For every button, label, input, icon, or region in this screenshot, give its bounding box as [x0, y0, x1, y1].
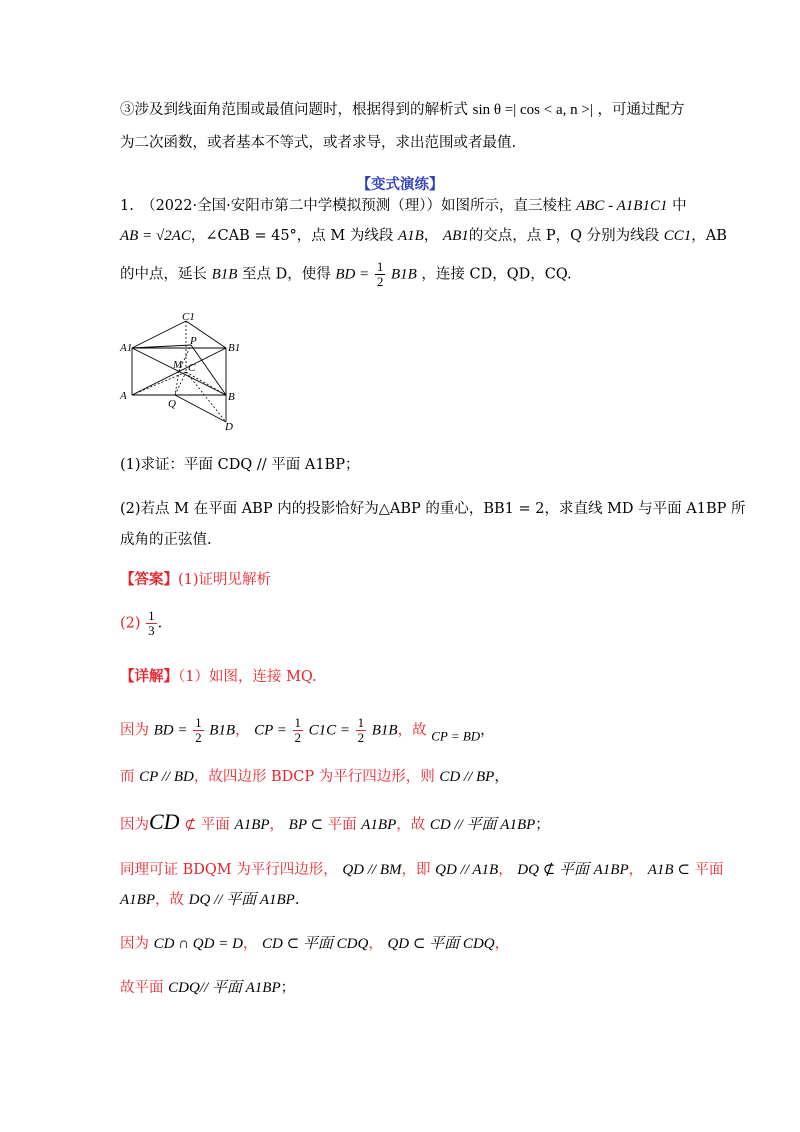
solution-text: ，故四边形 BDCP 为平行四边形，则 [193, 769, 435, 785]
answer-line-1 [120, 570, 271, 590]
fraction-den: 2 [195, 730, 202, 745]
formula: A1BP [361, 817, 397, 833]
problem-text: 的中点，延长 [120, 266, 207, 283]
segment-a1b: A1B [397, 228, 424, 244]
solution-line-7 [120, 934, 509, 954]
section-title: 【变式演练】 [356, 176, 444, 193]
solution-text: （1）如图，连接 MQ. [178, 669, 317, 685]
answer-label: 【答案】 [120, 571, 178, 588]
fraction-num: 1 [294, 715, 302, 730]
formula: QD ⊂ 平面 CDQ [387, 936, 495, 952]
problem-line-3 [120, 260, 572, 289]
prism-name: ABC - A1B1C1 [576, 198, 668, 214]
intro-text-end: ，可通过配方 [597, 102, 685, 118]
formula: B1B [209, 722, 236, 739]
formula: CD // 平面 A1BP [429, 817, 536, 833]
solution-text: ，即 [401, 862, 431, 878]
label-d: D [225, 421, 233, 433]
fraction-den: 3 [148, 623, 155, 638]
label-b: B [228, 391, 235, 403]
intro-line-2: 为二次函数，或者基本不等式，或者求导，求出范围或者最值. [120, 135, 517, 151]
segment-cc1: CC1 [663, 228, 692, 244]
solution-line-1 [120, 667, 317, 687]
fraction-num: 1 [195, 715, 202, 730]
fraction-num: 1 [357, 715, 365, 730]
solution-text: ， [368, 936, 383, 952]
solution-text: ； [280, 980, 296, 996]
formula-cd: CD [149, 809, 180, 834]
solution-text: . [294, 892, 300, 908]
fraction-num: 1 [148, 608, 155, 623]
solution-text: ， [498, 862, 513, 878]
solution-text: ，故 [396, 817, 426, 833]
label-a: A [120, 390, 127, 402]
intro-line-1 [120, 100, 684, 120]
formula: B1B [371, 722, 398, 739]
answer-2-prefix: (2) [120, 615, 141, 632]
solution-text: ， [494, 936, 510, 952]
fraction-den: 2 [357, 730, 365, 745]
problem-text: ， [423, 228, 439, 244]
formula: QD // BM [342, 862, 402, 878]
solution-line-2 [120, 716, 495, 747]
solution-text: ， [242, 936, 258, 952]
label-m: M [173, 359, 183, 371]
problem-text: 至点 D，使得 [242, 266, 331, 283]
formula: QD // A1B [435, 862, 499, 878]
intro-formula: sin θ =| cos < a, n >| [472, 102, 593, 118]
segment-b1b: B1B [211, 266, 238, 283]
question-2-line-2: 成角的正弦值. [120, 532, 212, 548]
fraction [293, 716, 304, 745]
solution-text: 而 [120, 769, 135, 785]
answer-1: (1)证明见解析 [178, 572, 272, 588]
solution-text: 因为 [120, 722, 149, 739]
label-c1: C1 [182, 311, 195, 323]
label-b1: B1 [228, 342, 241, 354]
solution-text: ⊄ 平面 [184, 817, 230, 833]
solution-text: ， [480, 722, 495, 739]
formula: CP = BD [431, 728, 481, 744]
problem-line-2 [120, 226, 727, 246]
segment-ab1: AB1 [442, 228, 469, 244]
solution-text: ，故 [155, 892, 184, 908]
solution-line-4 [120, 809, 550, 835]
formula: CD ∩ QD = D [153, 936, 243, 952]
solution-line-8 [120, 978, 295, 998]
solution-text: 故平面 [120, 980, 164, 996]
formula-ab: AB = √2AC [120, 228, 191, 244]
solution-text: 因为 [120, 817, 149, 833]
fraction-num: 1 [376, 259, 384, 274]
formula: DQ // 平面 A1BP [188, 892, 295, 908]
formula: CP = [254, 722, 287, 739]
formula: DQ ⊄ 平面 [517, 862, 590, 878]
formula: A1BP [234, 817, 270, 833]
formula: CD ⊂ 平面 CDQ [262, 936, 369, 952]
intro-text: ③涉及到线面角范围或最值问题时，根据得到的解析式 [120, 102, 468, 118]
answer-2-end: . [157, 615, 163, 632]
solution-text: 平面 [694, 862, 724, 878]
problem-source: 1. （2022·全国·安阳市第二中学模拟预测（理））如图所示，直三棱柱 [120, 198, 572, 214]
fraction [193, 716, 204, 745]
fraction [356, 716, 367, 745]
formula: A1BP [120, 892, 155, 908]
fraction [375, 260, 386, 289]
formula: C1C = [308, 722, 351, 739]
formula: CD // BP [439, 769, 495, 785]
segment-b1b: B1B [390, 266, 417, 283]
formula: A1BP [593, 862, 629, 878]
label-p: P [190, 335, 197, 347]
solution-line-3 [120, 767, 509, 787]
formula-bd: BD = [335, 266, 370, 283]
problem-text: 的交点，点 P，Q 分别为线段 [468, 228, 660, 244]
problem-line-1 [120, 196, 687, 216]
problem-text: ，∠CAB = 45°，点 M 为线段 [190, 228, 394, 244]
solution-text: 平面 [327, 817, 357, 833]
question-1: (1)求证：平面 CDQ // 平面 A1BP； [120, 457, 360, 473]
formula: A1B ⊂ [647, 862, 690, 878]
solution-text: ； [535, 817, 550, 833]
solution-line-5 [120, 860, 724, 880]
solution-text: ，故 [397, 722, 427, 739]
solution-text: 同理可证 BDQM 为平行四边形， [120, 862, 338, 878]
solution-text: 因为 [120, 936, 149, 952]
prism-figure [118, 308, 248, 433]
fraction-den: 2 [294, 730, 302, 745]
problem-text: ，AB [691, 228, 727, 244]
formula: BP ⊂ [288, 817, 324, 833]
solution-text: ， [628, 862, 644, 878]
label-q: Q [168, 398, 176, 410]
formula: BD = [153, 722, 188, 739]
solution-text: ， [235, 722, 250, 739]
formula: CDQ// 平面 A1BP [168, 980, 281, 996]
fraction-den: 2 [376, 274, 384, 289]
problem-text: ，连接 CD，QD，CQ. [421, 266, 572, 283]
answer-fraction [146, 609, 157, 638]
label-c: C [188, 362, 196, 374]
problem-text: 中 [672, 198, 687, 214]
answer-line-2 [120, 609, 162, 638]
solution-text: ， [494, 769, 509, 785]
solution-label: 【详解】 [120, 668, 178, 685]
label-a1: A1 [120, 342, 133, 354]
formula: CP // BD [139, 769, 194, 785]
question-2-line-1: (2)若点 M 在平面 ABP 内的投影恰好为△ABP 的重心，BB1 = 2，求直线 MD 与平面 A1BP 所 [120, 501, 746, 517]
solution-text: ， [269, 817, 285, 833]
solution-line-6 [120, 890, 299, 910]
